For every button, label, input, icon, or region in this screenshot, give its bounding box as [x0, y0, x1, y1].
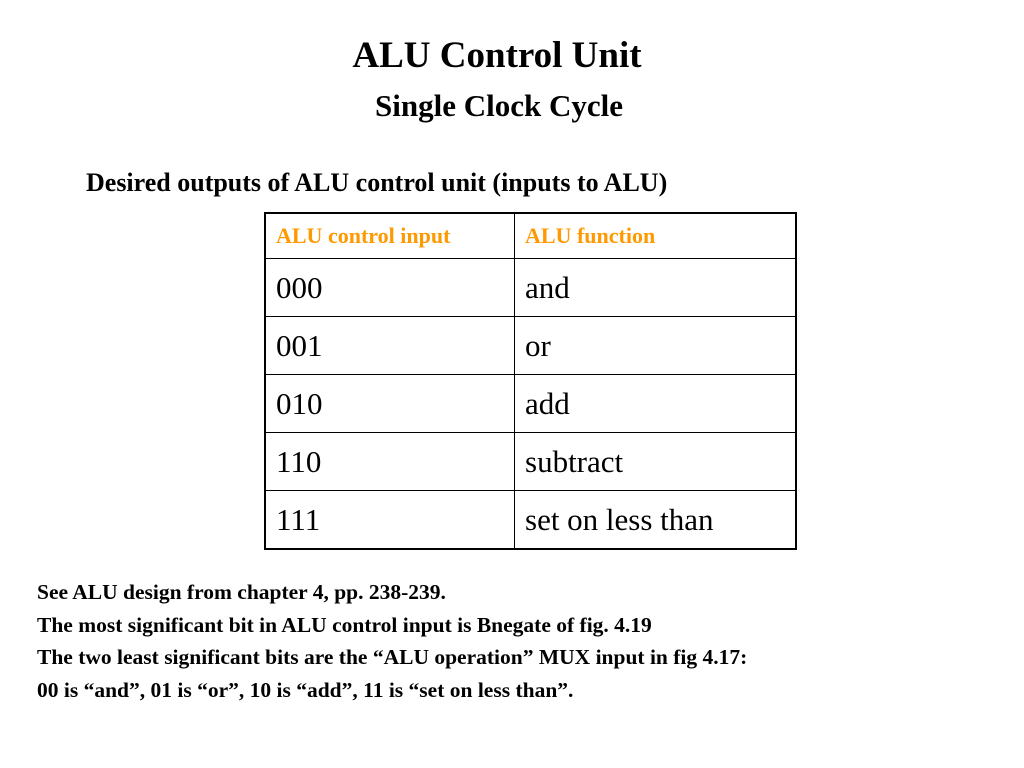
page-subtitle: Single Clock Cycle [375, 88, 623, 123]
table-row [265, 375, 796, 433]
header-alu-control-input: ALU control input [265, 213, 515, 259]
page-title: ALU Control Unit [352, 35, 642, 76]
note-line: 00 is “and”, 01 is “or”, 10 is “add”, 11 is “set on less than”. [37, 677, 574, 702]
cell-control-input: 111 [265, 491, 515, 550]
table-row [265, 259, 796, 317]
cell-function: set on less than [515, 491, 797, 550]
header-alu-function: ALU function [515, 213, 797, 259]
table-row [265, 433, 796, 491]
alu-control-table [264, 212, 797, 550]
note-line: The most significant bit in ALU control input is Bnegate of fig. 4.19 [37, 612, 652, 637]
cell-control-input: 010 [265, 375, 515, 433]
table-caption: Desired outputs of ALU control unit (inputs to ALU) [86, 168, 668, 197]
note-line: The two least significant bits are the “ALU operation” MUX input in fig 4.17: [37, 645, 748, 669]
cell-function: add [515, 375, 797, 433]
cell-control-input: 110 [265, 433, 515, 491]
cell-function: and [515, 259, 797, 317]
table-row [265, 317, 796, 375]
notes-list [37, 576, 747, 706]
table-row [265, 491, 796, 550]
cell-function: or [515, 317, 797, 375]
cell-control-input: 001 [265, 317, 515, 375]
cell-control-input: 000 [265, 259, 515, 317]
table-header-row [265, 213, 796, 259]
cell-function: subtract [515, 433, 797, 491]
note-line: See ALU design from chapter 4, pp. 238-239. [37, 580, 446, 604]
